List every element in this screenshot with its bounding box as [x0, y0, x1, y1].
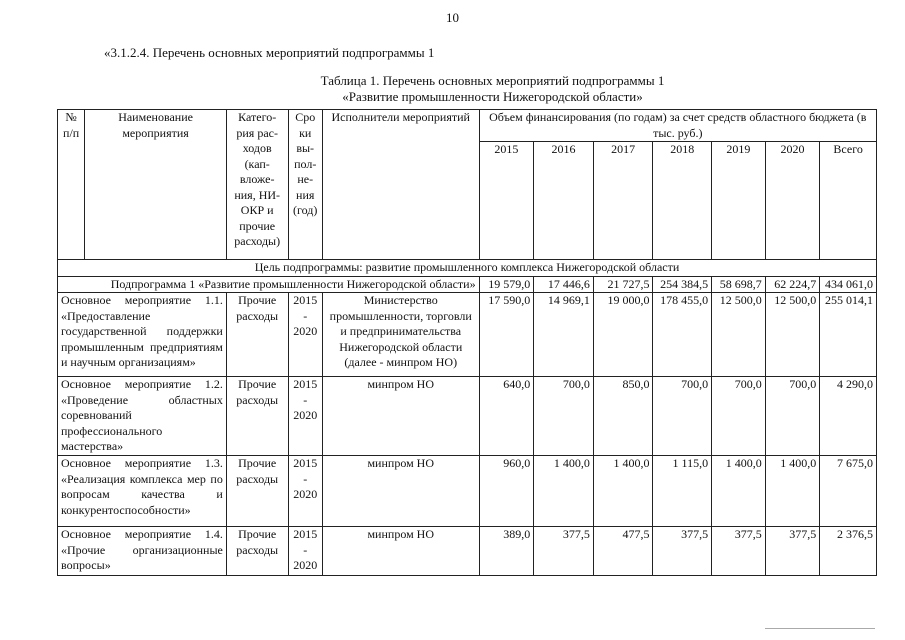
subprogram-total: 434 061,0 — [820, 276, 877, 293]
header-category-line: вложе- — [239, 172, 275, 186]
measure-value: 960,0 — [479, 456, 534, 527]
measure-value: 700,0 — [534, 377, 594, 456]
term-start: 2015 — [293, 377, 318, 391]
subprogram-value: 21 727,5 — [593, 276, 653, 293]
measure-value: 377,5 — [712, 527, 766, 576]
measure-value: 1 400,0 — [765, 456, 820, 527]
measure-executor: Министерство промышленности, торговли и предпринимательства Нижегородской области (далее - минпром НО) — [322, 293, 479, 377]
measure-value: 700,0 — [653, 377, 712, 456]
header-term-line: Сро — [295, 110, 316, 124]
measure-executor: минпром НО — [322, 456, 479, 527]
subprogram-value: 254 384,5 — [653, 276, 712, 293]
header-term-line: не- — [297, 172, 314, 186]
measure-total: 2 376,5 — [820, 527, 877, 576]
term-end: 2020 — [293, 324, 318, 338]
measure-name: Основное мероприятие 1.3. «Реализация комплекса мер по вопросам качества и конкурентоспособности» — [58, 456, 227, 527]
goal-row: Цель подпрограммы: развитие промышленного комплекса Нижегородской области — [58, 260, 877, 277]
measure-value: 377,5 — [653, 527, 712, 576]
header-category-line: Катего- — [238, 110, 277, 124]
term-separator: - — [303, 542, 308, 557]
section-heading: «3.1.2.4. Перечень основных мероприятий подпрограммы 1 — [104, 45, 435, 60]
header-term-line: пол- — [294, 156, 317, 171]
measure-value: 377,5 — [765, 527, 820, 576]
page-edge-mark — [765, 628, 875, 629]
measure-value: 477,5 — [593, 527, 653, 576]
header-category-line: ния, НИ- — [234, 187, 281, 202]
measure-value: 1 400,0 — [712, 456, 766, 527]
header-num-line: № — [65, 110, 77, 124]
measure-term — [288, 377, 322, 456]
header-year: 2019 — [712, 142, 766, 260]
measure-value: 12 500,0 — [712, 293, 766, 377]
table-row — [58, 377, 877, 456]
measure-value: 17 590,0 — [479, 293, 534, 377]
header-name: Наименование мероприятия — [85, 110, 227, 260]
term-start: 2015 — [293, 527, 318, 541]
header-term-line: вы- — [296, 141, 315, 155]
header-num-line: п/п — [63, 125, 80, 140]
header-year: 2018 — [653, 142, 712, 260]
term-start: 2015 — [293, 456, 318, 470]
measure-value: 389,0 — [479, 527, 534, 576]
header-year: 2020 — [765, 142, 820, 260]
header-year: 2016 — [534, 142, 594, 260]
header-year: 2015 — [479, 142, 534, 260]
measure-term — [288, 293, 322, 377]
header-category-line: прочие — [239, 218, 276, 233]
measure-value: 1 115,0 — [653, 456, 712, 527]
measure-total: 4 290,0 — [820, 377, 877, 456]
term-separator: - — [303, 308, 308, 323]
header-executors: Исполнители мероприятий — [322, 110, 479, 260]
measure-total: 255 014,1 — [820, 293, 877, 377]
measure-term — [288, 456, 322, 527]
measure-value: 640,0 — [479, 377, 534, 456]
header-term — [288, 110, 322, 260]
header-category-line: (кап- — [244, 156, 270, 171]
measure-value: 700,0 — [712, 377, 766, 456]
header-category-line: рия рас- — [236, 125, 278, 140]
measure-total: 7 675,0 — [820, 456, 877, 527]
header-category-line: расходы) — [234, 234, 281, 248]
term-start: 2015 — [293, 293, 318, 307]
measure-value: 1 400,0 — [593, 456, 653, 527]
measure-value: 19 000,0 — [593, 293, 653, 377]
measure-name: Основное мероприятие 1.1. «Предоставление государственной поддержки промышленным предприятиям и научным организациям» — [58, 293, 227, 377]
measure-category: Прочие расходы — [226, 377, 288, 456]
table-caption-line2: «Развитие промышленности Нижегородской области» — [342, 89, 643, 104]
header-term-line: ки — [299, 125, 312, 140]
header-year: 2017 — [593, 142, 653, 260]
measures-table — [57, 109, 877, 576]
measure-value: 1 400,0 — [534, 456, 594, 527]
measure-value: 14 969,1 — [534, 293, 594, 377]
header-category — [226, 110, 288, 260]
term-end: 2020 — [293, 408, 318, 422]
header-term-line: (год) — [293, 203, 318, 217]
header-category-line: ОКР и — [240, 203, 274, 217]
measure-value: 700,0 — [765, 377, 820, 456]
table-caption-line1: Таблица 1. Перечень основных мероприятий подпрограммы 1 — [320, 73, 665, 88]
subprogram-value: 62 224,7 — [765, 276, 820, 293]
measure-category: Прочие расходы — [226, 527, 288, 576]
measure-value: 850,0 — [593, 377, 653, 456]
measure-value: 377,5 — [534, 527, 594, 576]
subprogram-value: 17 446,6 — [534, 276, 594, 293]
table-row — [58, 527, 877, 576]
measure-value: 178 455,0 — [653, 293, 712, 377]
term-end: 2020 — [293, 558, 318, 572]
measure-term — [288, 527, 322, 576]
measure-executor: минпром НО — [322, 377, 479, 456]
table-caption — [0, 73, 905, 105]
header-num — [58, 110, 85, 260]
measure-name: Основное мероприятие 1.2. «Проведение областных соревнований профессионального мастерства» — [58, 377, 227, 456]
measure-value: 12 500,0 — [765, 293, 820, 377]
term-separator: - — [303, 471, 308, 486]
subprogram-value: 19 579,0 — [479, 276, 534, 293]
table-row — [58, 293, 877, 377]
header-term-line: ния — [296, 187, 315, 202]
header-category-line: ходов — [242, 141, 272, 155]
table-row — [58, 456, 877, 527]
subprogram-label: Подпрограмма 1 «Развитие промышленности Нижегородской области» — [58, 276, 480, 293]
term-separator: - — [303, 392, 308, 407]
term-end: 2020 — [293, 487, 318, 501]
measure-category: Прочие расходы — [226, 456, 288, 527]
header-funding: Объем финансирования (по годам) за счет средств областного бюджета (в тыс. руб.) — [479, 110, 876, 142]
subprogram-value: 58 698,7 — [712, 276, 766, 293]
measure-name: Основное мероприятие 1.4. «Прочие организационные вопросы» — [58, 527, 227, 576]
measure-executor: минпром НО — [322, 527, 479, 576]
page-number: 10 — [446, 10, 459, 25]
header-total: Всего — [820, 142, 877, 260]
measure-category: Прочие расходы — [226, 293, 288, 377]
